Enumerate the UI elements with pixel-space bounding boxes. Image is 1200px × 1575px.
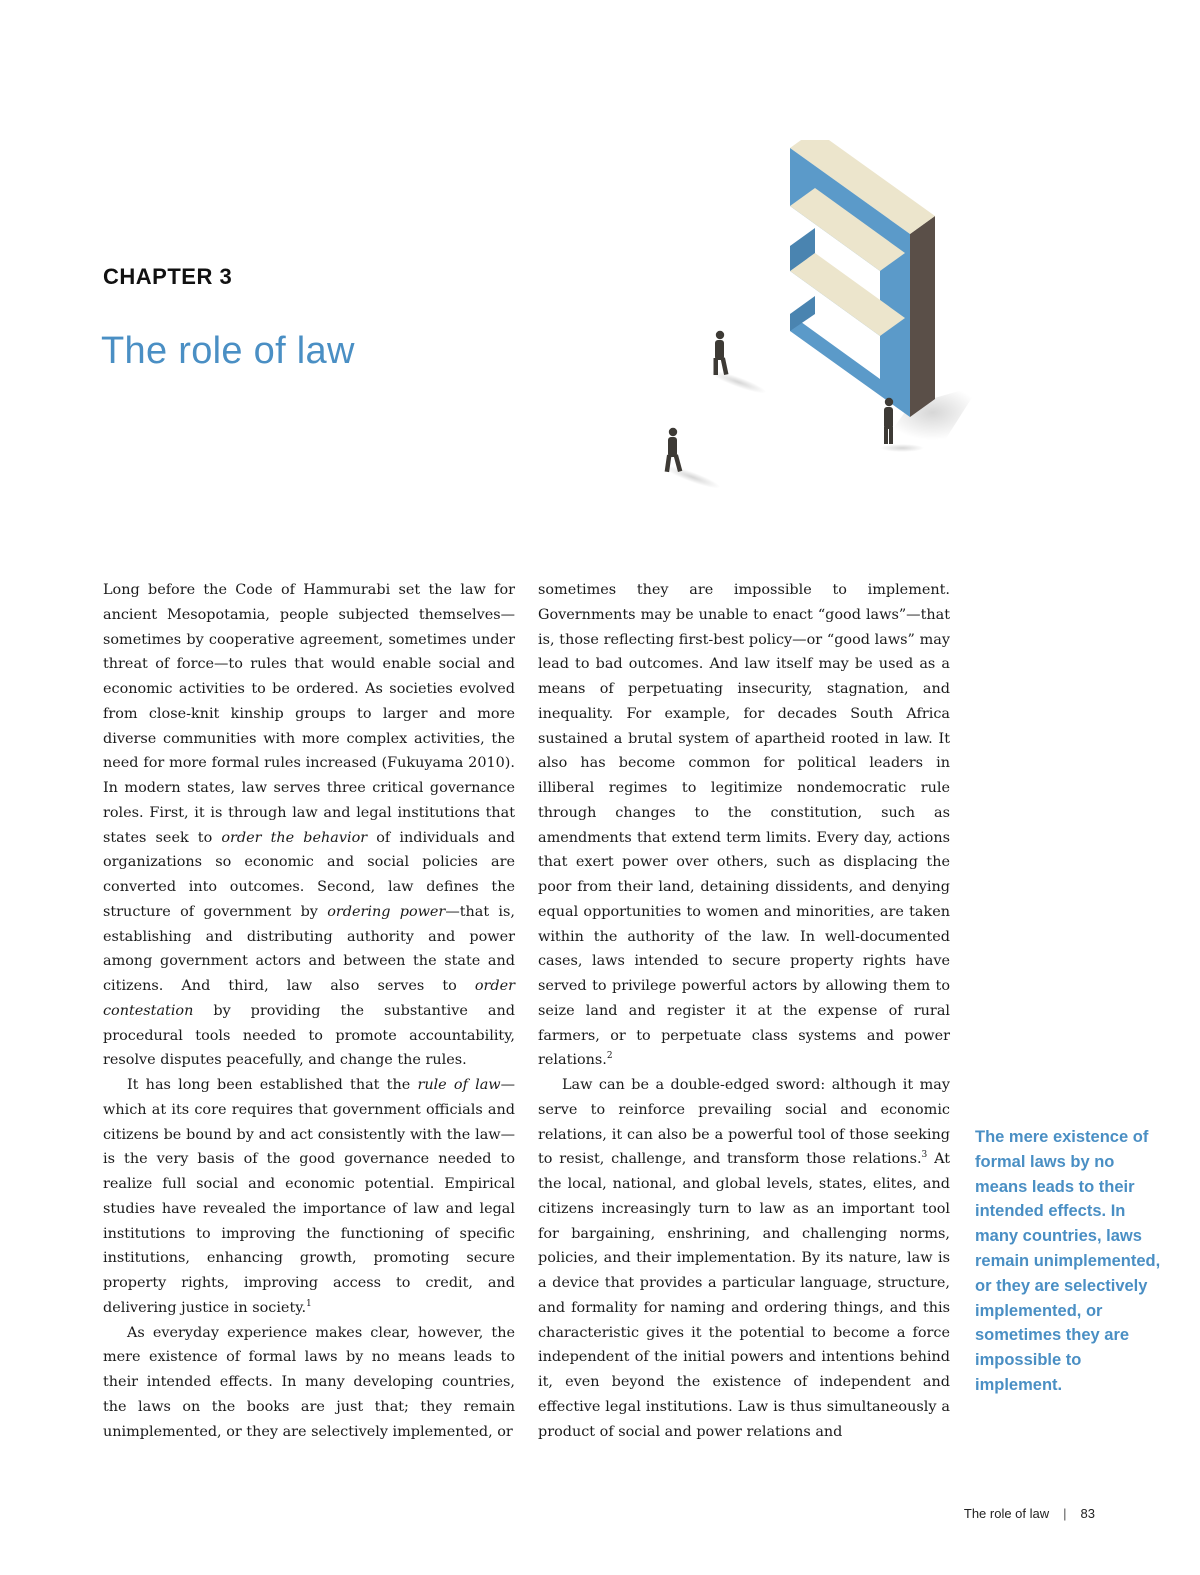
paragraph-text: —that is, establishing and distributing authority and power among government actors and between the state and citizens. And third, law also serves to bbox=[103, 903, 515, 994]
footnote-ref: 3 bbox=[921, 1150, 928, 1161]
paragraph-text: of individuals and organizations so economic and social policies are converted into outcomes. Second, law defines the structure of government by bbox=[103, 829, 515, 920]
body-paragraph bbox=[103, 1073, 515, 1321]
numeral-3-icon bbox=[790, 140, 935, 417]
body-paragraph bbox=[538, 578, 950, 1073]
body-column-left bbox=[103, 578, 515, 1444]
footnote-ref: 1 bbox=[306, 1298, 312, 1309]
paragraph-text: Law can be a double-edged sword: although it may serve to reinforce prevailing social and economic relations, it can also be a powerful tool of those seeking to resist, challenge, and transform those relations. bbox=[538, 1077, 950, 1168]
paragraph-text: —which at its core requires that government officials and citizens be bound by and act consistently with the law—is the very basis of the good governance needed to realize full social and economic potential. Empirical studies have revealed the importance of law and legal institutions to improving the functioning of specific institutions, enhancing growth, promoting secure property rights, improving access to credit, and delivering justice in society. bbox=[103, 1077, 515, 1316]
page-number: 83 bbox=[1080, 1506, 1095, 1521]
chapter-label: CHAPTER 3 bbox=[103, 264, 233, 289]
pull-quote: The mere existence of formal laws by no means leads to their intended effects. In many countries, laws remain unimplemented, or they are selectively implemented, or sometimes they are impossible to implement. bbox=[975, 1128, 1161, 1394]
footnote-ref: 2 bbox=[606, 1051, 613, 1062]
paragraph-text: by providing the substantive and procedural tools needed to promote accountability, resolve disputes peacefully, and change the rules. bbox=[103, 1002, 515, 1069]
chapter-illustration bbox=[640, 140, 1000, 500]
page-footer bbox=[964, 1506, 1095, 1521]
emphasis-text: ordering power bbox=[327, 903, 446, 920]
emphasis-text: order the behavior bbox=[221, 829, 368, 846]
paragraph-text: sometimes they are impossible to implement. Governments may be unable to enact “good laws”—that is, those reflecting first-best policy—or “good laws” may lead to bad outcomes. And law itself may be used as a means of perpetuating insecurity, stagnation, and inequality. For example, for decades South Africa sustained a brutal system of apartheid rooted in law. It also has become common for political leaders in illiberal regimes to legitimize nondemocratic rule through changes to the constitution, such as amendments that extend term limits. Every day, actions that exert power over others, such as displacing the poor from their land, detaining dissidents, and denying equal opportunities to women and minorities, are taken within the authority of the law. In well-documented cases, laws intended to secure property rights have served to privilege powerful actors by allowing them to seize land and register it at the expense of rural farmers, or to perpetuate class systems and power relations. bbox=[538, 582, 950, 1069]
paragraph-text: As everyday experience makes clear, however, the mere existence of formal laws by no means leads to their intended effects. In many developing countries, the laws on the books are just that; they remain unimplemented, or they are selectively implemented, or bbox=[103, 1324, 515, 1440]
body-paragraph bbox=[103, 1321, 515, 1445]
emphasis-text: rule of law bbox=[417, 1077, 501, 1093]
running-head: The role of law bbox=[963, 1506, 1050, 1521]
body-column-right bbox=[538, 578, 950, 1444]
person-icon bbox=[665, 428, 683, 472]
paragraph-text: At the local, national, and global levels, states, elites, and citizens increasingly turn to law as an important tool for bargaining, enshrining, and challenging norms, policies, and their implementation. By its nature, law is a device that provides a particular language, structure, and formality for naming and ordering things, and this characteristic gives it the potential to become a force independent of the initial powers and intentions behind it, even beyond the existence of independent and effective legal institutions. Law is thus simultaneously a product of social and power relations and bbox=[538, 1151, 950, 1440]
emphasis-text: order contestation bbox=[103, 978, 515, 1019]
chapter-title: The role of law bbox=[101, 330, 355, 372]
body-paragraph bbox=[538, 1073, 950, 1444]
paragraph-text: It has long been established that the bbox=[127, 1077, 418, 1093]
body-paragraph bbox=[103, 578, 515, 1073]
person-icon bbox=[714, 331, 729, 375]
footer-separator: | bbox=[1063, 1506, 1067, 1521]
paragraph-text: Long before the Code of Hammurabi set the law for ancient Mesopotamia, people subjected themselves—sometimes by cooperative agreement, sometimes under threat of force—to rules that would enable social and economic activities to be ordered. As societies evolved from close-knit kinship groups to larger and more diverse communities with more complex activities, the need for more formal rules increased (Fukuyama 2010). In modern states, law serves three critical governance roles. First, it is through law and legal institutions that states seek to bbox=[103, 582, 515, 846]
